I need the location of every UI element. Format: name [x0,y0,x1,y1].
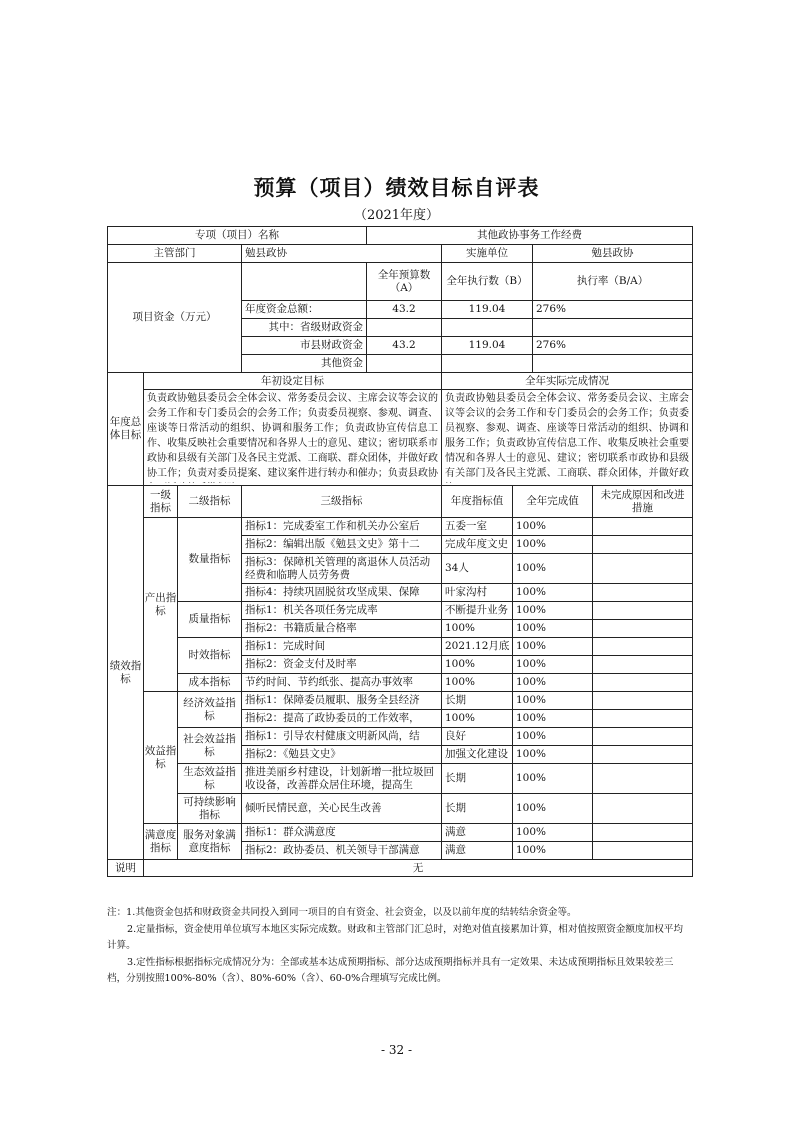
level1-header: 一级指标 [144,486,178,518]
done-value: 100% [513,710,593,728]
indicator-text: 指标2：提高了政协委员的工作效率， [242,710,442,728]
target-value: 2021.12月底 [442,638,513,656]
indicator-text: 指标2：编辑出版《勉县文史》第十二 [242,536,442,554]
footnotes [107,905,692,988]
remark-value [593,602,693,620]
level3-header: 三级指标 [242,486,442,518]
indicator-text: 指标2：资金支付及时率 [242,656,442,674]
note-value: 无 [144,860,693,877]
rate-header: 执行率（B/A） [533,263,693,301]
cost-indicator-label: 成本指标 [178,674,242,692]
project-name-label: 专项（项目）名称 [108,227,367,245]
year-subtitle: （2021年度） [353,208,440,223]
indicator-text: 指标1：群众满意度 [242,824,442,842]
done-value: 100% [513,554,593,584]
remark-value [593,710,693,728]
fund-row-label: 其中：省级财政资金 [242,319,367,337]
target-value: 长期 [442,764,513,794]
fund-row-label: 其他资金 [242,355,367,373]
target-value: 满意 [442,824,513,842]
remark-value [593,518,693,536]
remark-value [593,728,693,746]
target-value: 不断提升业务 [442,602,513,620]
target-value: 100% [442,656,513,674]
done-value: 100% [513,842,593,860]
target-value: 加强文化建设 [442,746,513,764]
fund-exec [442,319,533,337]
sustain-benefit-label: 可持续影响指标 [178,794,242,824]
footnote-3: 3.定性指标根据指标完成情况分为：全部或基本达成预期指标、部分达成预期指标并具有一定效果、未达成预期指标且效果较差三档，分别按照100%-80%（含）、80%-60%（含）、60-0%合理填写完成比例。 [107,957,674,984]
remark-value [593,656,693,674]
indicator-text: 指标1：完成委室工作和机关办公室后 [242,518,442,536]
project-name-value: 其他政协事务工作经费 [367,227,693,245]
fund-budget [367,355,442,373]
fund-rate: 276% [533,301,693,319]
target-value: 100% [442,620,513,638]
quantity-indicator-label: 数量指标 [178,518,242,602]
annual-goals-label: 年度总体目标 [108,373,144,486]
dept-value: 勉县政协 [242,245,442,263]
target-value: 满意 [442,842,513,860]
economic-benefit-label: 经济效益指标 [178,692,242,728]
remark-value [593,746,693,764]
fund-row-label: 市县财政资金 [242,337,367,355]
fund-budget: 43.2 [367,301,442,319]
target-value: 五委一室 [442,518,513,536]
indicator-text: 指标4：持续巩固脱贫攻坚成果、保障 [242,584,442,602]
target-value: 良好 [442,728,513,746]
target-value: 完成年度文史 [442,536,513,554]
target-value: 100% [442,710,513,728]
actual-goal-text: 负责政协勉县委员会全体会议、常务委员会议、主席会议等会议的会务工作和专门委员会的会务工作；负责委员视察、参观、调查、座谈等日常活动的组织、协调和服务工作；负责政协宣传信息工作、收集反映社会重要情况和各界人士的意见、建议；密切联系市政协和县级有关部门及各民主党派、工商联、群众团体，并做好政 [445,393,690,479]
fund-rate: 276% [533,337,693,355]
done-value: 100% [513,728,593,746]
indicator-text: 指标2：《勉县文史》 [242,746,442,764]
remark-value [593,638,693,656]
timeliness-indicator-label: 时效指标 [178,638,242,674]
footnote-2: 2.定量指标，资金使用单位填写本地区实际完成数。财政和主管部门汇总时，对绝对值直接累加计算，相对值按照资金额度加权平均计算。 [107,924,683,951]
done-value: 100% [513,584,593,602]
fund-exec: 119.04 [442,301,533,319]
done-value: 100% [513,638,593,656]
target-value: 34人 [442,554,513,584]
plan-goal-header: 年初设定目标 [144,373,442,390]
indicator-text: 指标2：政协委员、机关领导干部满意 [242,842,442,860]
social-benefit-label: 社会效益指标 [178,728,242,764]
page-number: - 32 - [380,1043,412,1057]
target-value: 长期 [442,692,513,710]
level2-header: 二级指标 [178,486,242,518]
indicator-text: 指标2：书籍质量合格率 [242,620,442,638]
done-value: 100% [513,746,593,764]
note-label: 说明 [108,860,144,877]
done-value: 100% [513,602,593,620]
remark-value [593,824,693,842]
performance-label: 绩效指标 [108,486,144,860]
indicator-text: 推进美丽乡村建设，计划新增一批垃圾回收设备，改善群众居住环境，提高生 [242,764,442,794]
done-value: 100% [513,824,593,842]
target-value: 叶家沟村 [442,584,513,602]
done-value: 100% [513,692,593,710]
evaluation-table [107,226,693,877]
done-value: 100% [513,656,593,674]
remark-header: 未完成原因和改进措施 [593,486,693,518]
fund-row-label: 年度资金总额： [242,301,367,319]
remark-value [593,536,693,554]
done-value: 100% [513,794,593,824]
indicator-text: 指标1：引导农村健康文明新风尚，结 [242,728,442,746]
fund-budget: 43.2 [367,337,442,355]
done-header: 全年完成值 [513,486,593,518]
done-value: 100% [513,620,593,638]
funds-blank [242,263,367,301]
remark-value [593,674,693,692]
impl-unit-label: 实施单位 [442,245,533,263]
exec-header: 全年执行数（B） [442,263,533,301]
output-indicator-label: 产出指标 [144,518,178,692]
remark-value [593,842,693,860]
remark-value [593,554,693,584]
remark-value [593,692,693,710]
indicator-text: 倾听民情民意，关心民生改善 [242,794,442,824]
target-value: 100% [442,674,513,692]
fund-exec: 119.04 [442,337,533,355]
actual-goal-header: 全年实际完成情况 [442,373,693,390]
target-value: 长期 [442,794,513,824]
indicator-text: 节约时间、节约纸张、提高办事效率 [242,674,442,692]
fund-rate [533,319,693,337]
remark-value [593,620,693,638]
fund-budget [367,319,442,337]
service-satisfaction-label: 服务对象满意度指标 [178,824,242,860]
funds-label: 项目资金（万元） [108,263,242,373]
plan-goal-text: 负责政协勉县委员会全体会议、常务委员会议、主席会议等会议的会务工作和专门委员会的会务工作；负责委员视察、参观、调查、座谈等日常活动的组织、协调和服务工作；负责政协宣传信息工作、收集反映社会重要情况和各界人士的意见、建议；密切联系市政协和县级有关部门及各民主党派、工商联、群众团体，并做好政协工作；负责对委员提案、建议案件进行转办和催办；负责县政协 [147,393,438,479]
dept-label: 主管部门 [108,245,242,263]
indicator-text: 指标3：保障机关管理的离退休人员活动经费和临聘人员劳务费 [242,554,442,584]
done-value: 100% [513,674,593,692]
done-value: 100% [513,764,593,794]
done-value: 100% [513,536,593,554]
eco-benefit-label: 生态效益指标 [178,764,242,794]
done-value: 100% [513,518,593,536]
page-title: 预算（项目）绩效目标自评表 [253,175,540,200]
impl-unit-value: 勉县政协 [533,245,693,263]
quality-indicator-label: 质量指标 [178,602,242,638]
target-header: 年度指标值 [442,486,513,518]
indicator-text: 指标1：机关各项任务完成率 [242,602,442,620]
indicator-text: 指标1：完成时间 [242,638,442,656]
benefit-indicator-label: 效益指标 [144,692,178,824]
remark-value [593,764,693,794]
fund-rate [533,355,693,373]
indicator-text: 指标1：保障委员履职、服务全县经济 [242,692,442,710]
fund-exec [442,355,533,373]
satisfaction-indicator-label: 满意度指标 [144,824,178,860]
remark-value [593,794,693,824]
footnote-1: 注：1.其他资金包括和财政资金共同投入到同一项目的自有资金、社会资金，以及以前年度的结转结余资金等。 [107,907,577,918]
budget-header: 全年预算数（A） [367,263,442,301]
remark-value [593,584,693,602]
